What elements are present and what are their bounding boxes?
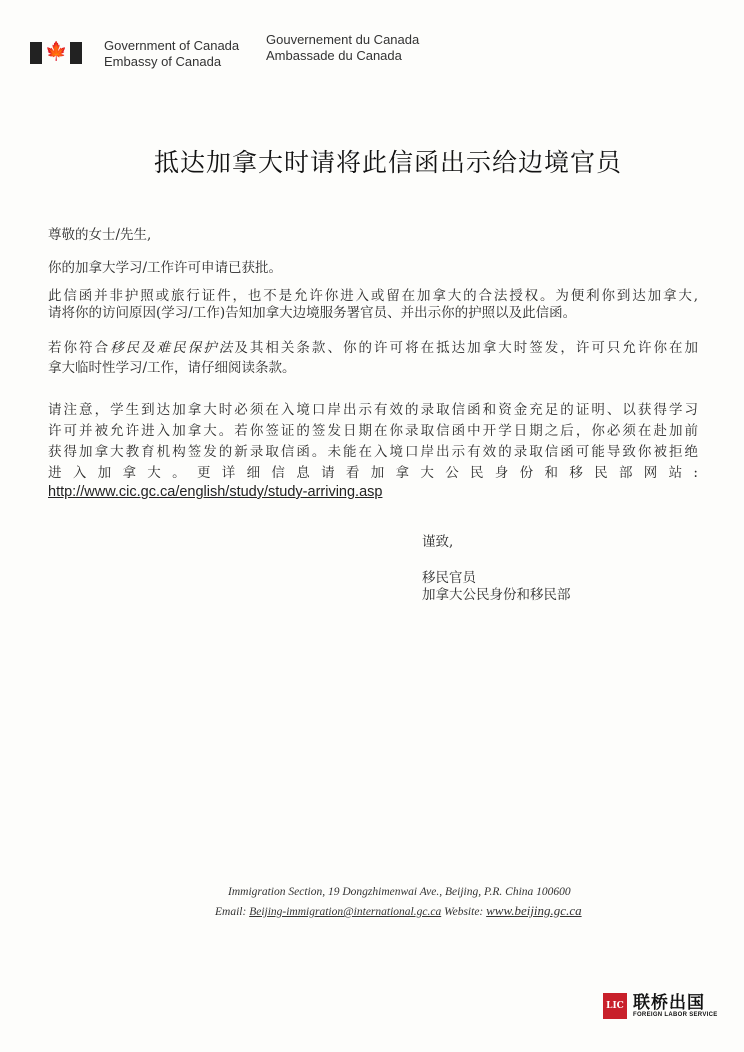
paragraph-2-line-2: 拿大临时性学习/工作，请仔细阅读条款。 <box>48 360 296 376</box>
lic-badge-icon: LIC <box>603 993 627 1019</box>
signature-department: 加拿大公民身份和移民部 <box>422 587 571 603</box>
paragraph-1-line-2: 请将你的访问原因(学习/工作)告知加拿大边境服务署官员、并出示你的护照以及此信函。 <box>48 305 577 321</box>
government-name-en: Government of Canada <box>104 38 240 53</box>
act-name: 移民及难民保护法 <box>110 340 235 356</box>
greeting: 尊敬的女士/先生, <box>48 227 152 243</box>
closing: 谨致, <box>422 534 454 550</box>
email-label: Email: <box>215 906 247 918</box>
paragraph-3-line-4: 进入加拿大。更详细信息请看加拿大公民身份和移民部网站: <box>48 465 698 481</box>
paragraph-3-line-3: 获得加拿大教育机构签发的新录取信函。未能在入境口岸出示有效的录取信函可能导致你被拒绝 <box>48 444 698 460</box>
paragraph-1-line-1: 此信函并非护照或旅行证件，也不是允许你进入或留在加拿大的合法授权。为便利你到达加拿大, <box>48 288 698 304</box>
paragraph-2-line-1 <box>48 340 698 356</box>
embassy-name-fr: Ambassade du Canada <box>266 48 402 63</box>
approval-statement: 你的加拿大学习/工作许可申请已获批。 <box>48 260 283 276</box>
header-english <box>104 38 239 70</box>
government-name-fr: Gouvernement du Canada <box>266 32 420 47</box>
paragraph-3-line-1: 请注意，学生到达加拿大时必须在入境口岸出示有效的录取信函和资金充足的证明、以获得学习 <box>48 402 698 418</box>
cic-link[interactable]: http://www.cic.gc.ca/english/study/study-arriving.asp <box>48 484 383 500</box>
header-french <box>266 32 419 64</box>
footer-contact <box>215 903 582 919</box>
letter-title: 抵达加拿大时请将此信函出示给边境官员 <box>153 148 622 177</box>
logo-name: 联桥出国 <box>633 993 705 1013</box>
logo-subtitle: FOREIGN LABOR SERVICE <box>633 1012 718 1018</box>
website-link[interactable]: www.beijing.gc.ca <box>486 903 582 918</box>
email-link[interactable]: Beijing-immigration@international.gc.ca <box>249 906 442 918</box>
signature-title: 移民官员 <box>422 570 476 586</box>
paragraph-3-line-2: 许可并被允许进入加拿大。若你签证的签发日期在你录取信函中开学日期之后，你必须在赴加前 <box>48 423 698 439</box>
paragraph-2-suffix: 及其相关条款、你的许可将在抵达加拿大时签发，许可只允许你在加 <box>234 340 699 356</box>
website-label: Website: <box>444 906 484 918</box>
lic-watermark-logo <box>603 993 718 1019</box>
footer-address: Immigration Section, 19 Dongzhimenwai Ave., Beijing, P.R. China 100600 <box>228 886 571 898</box>
embassy-name-en: Embassy of Canada <box>104 54 222 69</box>
paragraph-2-prefix: 若你符合 <box>48 340 111 356</box>
canada-flag-icon: 🍁 <box>30 42 82 64</box>
